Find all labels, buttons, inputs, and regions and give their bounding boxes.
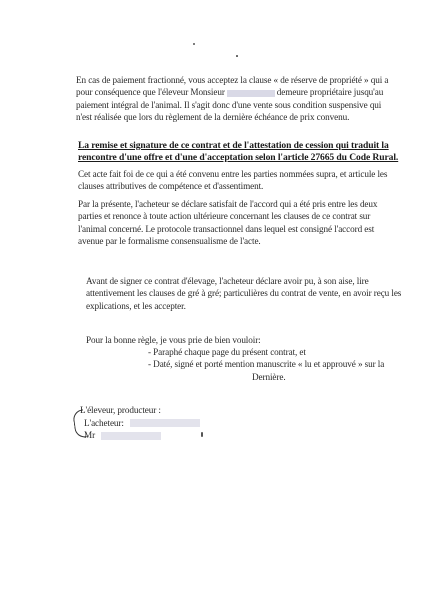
text-line: Par la présente, l'acheteur se déclare satisfait de l'accord qui a été pris entre les deux xyxy=(78,199,378,209)
signature-label: L'acheteur: xyxy=(84,417,124,428)
text-line: Pour la bonne règle, je vous prie de bien vouloir: xyxy=(86,335,261,345)
text-line: attentivement les clauses de gré à gré; particulières du contrat de vente, en avoir reçu les xyxy=(86,288,402,299)
paragraph-act xyxy=(78,168,387,193)
text-line: n'est réalisée que lors du règlement de la dernière échéance de prix convenu. xyxy=(76,111,350,122)
section-heading xyxy=(78,140,398,164)
list-item: Dernière. xyxy=(252,371,286,382)
list-item: - Daté, signé et porté mention manuscrite « lu et approuvé » sur la xyxy=(148,359,385,370)
text-line: parties et renonce à toute action ultérieure concernant les clauses de ce contrat sur xyxy=(78,211,371,222)
text-line: paiement intégral de l'animal. Il s'agit donc d'une vente sous condition suspensive qui xyxy=(76,99,382,110)
scan-speck xyxy=(193,43,195,45)
text-line: Avant de signer ce contrat d'élevage, l'acheteur déclare avoir pu, à son aise, lire xyxy=(86,276,369,286)
text-fragment: pour conséquence que l'éleveur Monsieur xyxy=(76,87,225,98)
text-line: explications, et les accepter. xyxy=(86,300,186,311)
text-line: Cet acte fait foi de ce qui a été convenu entre les parties nommées supra, et articule les xyxy=(78,169,388,179)
heading-line: La remise et signature de ce contrat et de l'attestation de cession qui traduit la xyxy=(78,140,389,151)
scan-speck xyxy=(236,55,238,57)
text-line xyxy=(76,86,388,98)
signature-eleveur xyxy=(80,404,200,417)
text-line: l'animal concerné. Le protocole transactionnel dans lequel est consigné l'accord est xyxy=(78,223,375,234)
signature-mr xyxy=(80,429,200,442)
signature-label: Mr xyxy=(84,430,96,440)
signature-acheteur xyxy=(80,417,200,430)
paragraph-payment-clause xyxy=(76,74,388,123)
redacted-name xyxy=(101,432,161,440)
paragraph-request xyxy=(86,334,261,346)
heading-line: rencontre d'une offre et d'une d'acceptation selon l'article 27665 du Code Rural. xyxy=(78,152,399,164)
redacted-name xyxy=(227,90,275,97)
instruction-list xyxy=(148,346,384,383)
text-fragment: demeure propriétaire jusqu'au xyxy=(276,87,384,98)
scan-speck xyxy=(201,432,203,437)
text-line: clauses attributives de compétence et d'assentiment. xyxy=(78,181,264,192)
paragraph-before-signing xyxy=(86,275,401,312)
text-line: avenue par le formalisme consensualisme de l'acte. xyxy=(78,235,261,246)
list-item: - Paraphé chaque page du présent contrat, et xyxy=(148,347,306,357)
redacted-name xyxy=(130,419,200,427)
signature-block xyxy=(80,404,200,442)
signature-label: L'éleveur, producteur : xyxy=(80,405,161,415)
paragraph-agreement xyxy=(78,198,377,247)
text-line: En cas de paiement fractionné, vous acceptez la clause « de réserve de propriété » qui a xyxy=(76,75,389,85)
